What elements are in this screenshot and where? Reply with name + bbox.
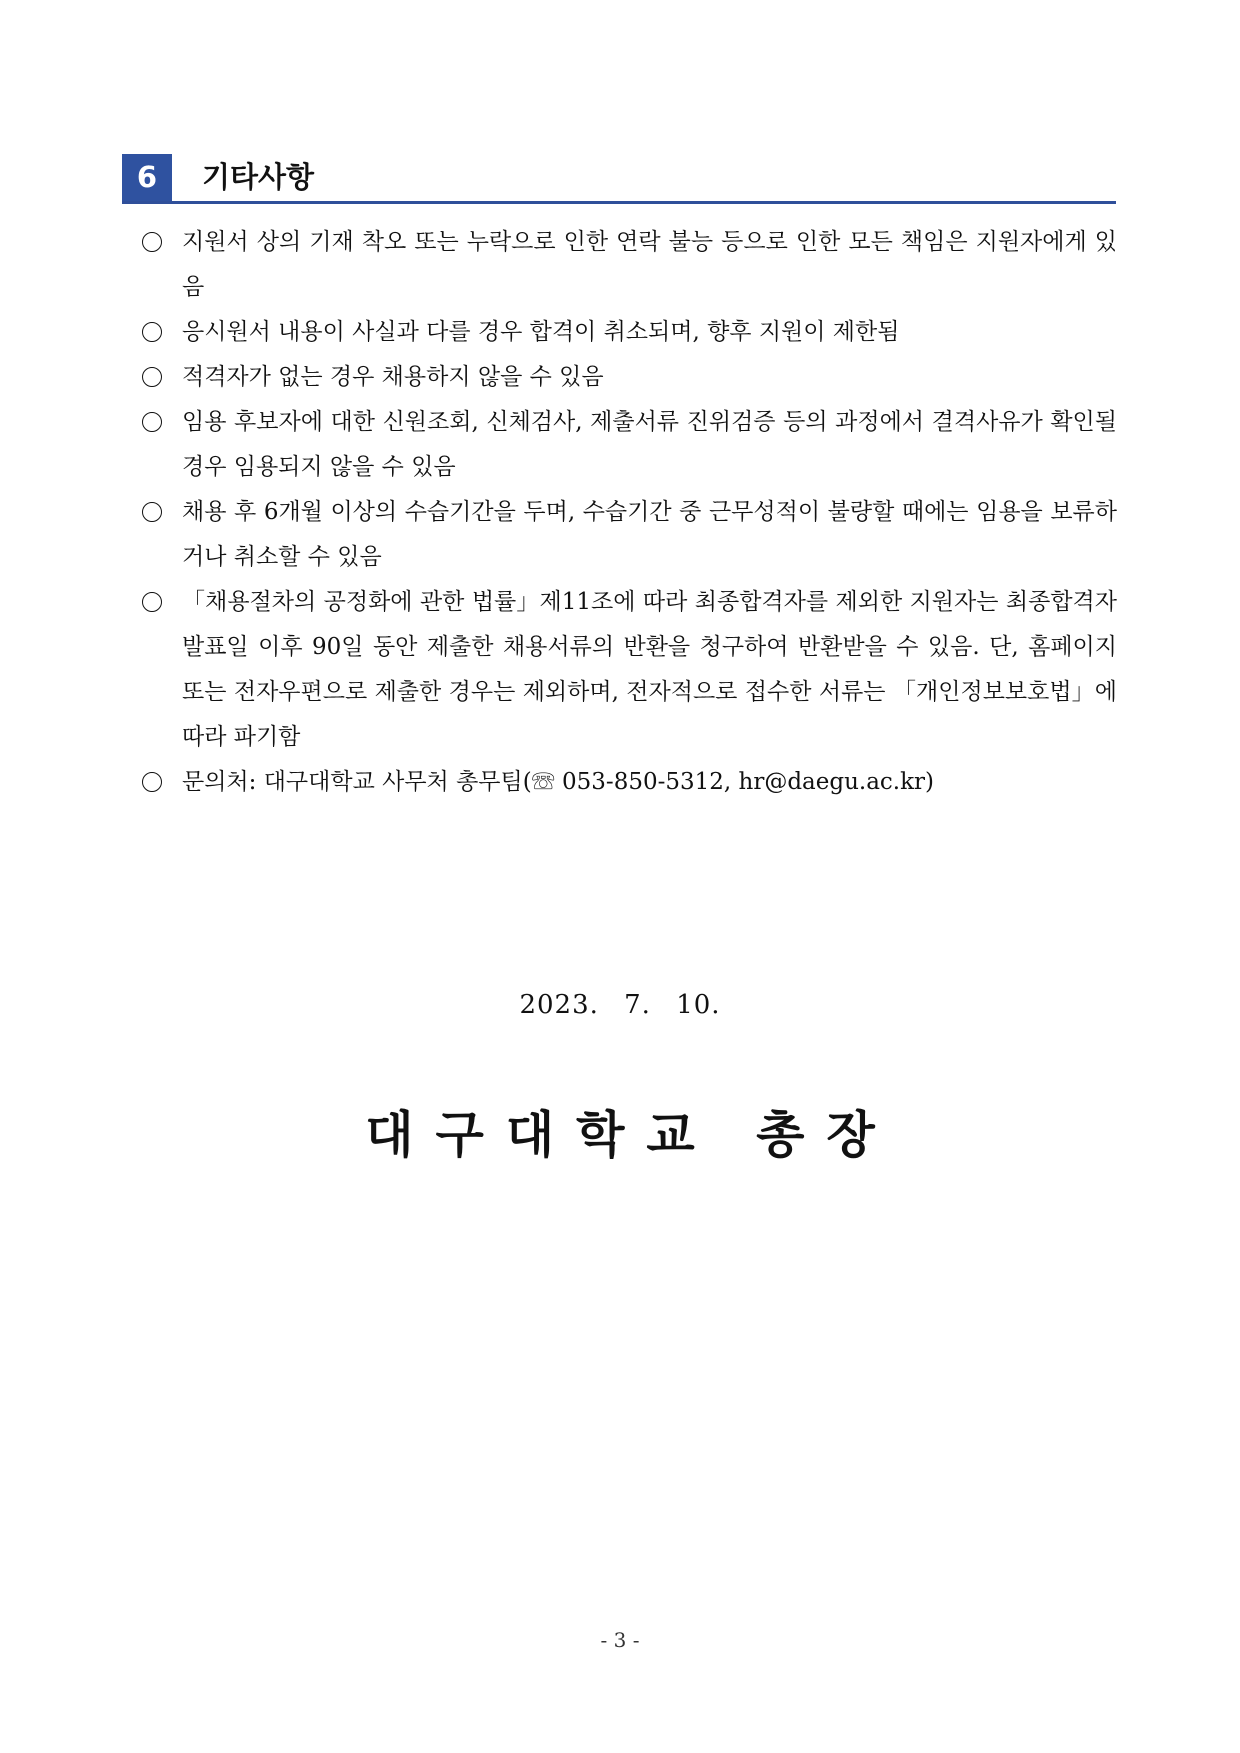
circle-bullet-icon [142, 502, 162, 522]
list-item-text: 임용 후보자에 대한 신원조회, 신체검사, 제출서류 진위검증 등의 과정에서 결격사유가 확인될 경우 임용되지 않을 수 있음 [182, 409, 1117, 480]
circle-bullet-icon [142, 367, 162, 387]
circle-bullet-icon [142, 322, 162, 342]
list-item [142, 310, 1117, 355]
list-item-text: 응시원서 내용이 사실과 다를 경우 합격이 취소되며, 향후 지원이 제한됨 [182, 319, 900, 345]
list-item-text: 적격자가 없는 경우 채용하지 않을 수 있음 [182, 364, 604, 390]
circle-bullet-icon [142, 592, 162, 612]
page-number: - 3 - [600, 1628, 640, 1652]
list-item-text: 문의처: 대구대학교 사무처 총무팀(☏ 053-850-5312, hr@daegu.ac.kr) [182, 769, 935, 795]
list-item [142, 490, 1117, 580]
document-date: 2023. 7. 10. [519, 990, 721, 1020]
list-item [142, 760, 1117, 805]
section-number-badge: 6 [122, 154, 172, 201]
notice-list [142, 220, 1117, 805]
circle-bullet-icon [142, 772, 162, 792]
list-item [142, 580, 1117, 760]
circle-bullet-icon [142, 232, 162, 252]
list-item-text: 채용 후 6개월 이상의 수습기간을 두며, 수습기간 중 근무성적이 불량할 때에는 임용을 보류하거나 취소할 수 있음 [182, 499, 1117, 570]
list-item [142, 355, 1117, 400]
section-title: 기타사항 [202, 160, 315, 194]
section-header [122, 154, 1116, 204]
list-item [142, 220, 1117, 310]
issuer-signature: 대구대학교 총장 [365, 1105, 897, 1164]
list-item-text: 「채용절차의 공정화에 관한 법률」제11조에 따라 최종합격자를 제외한 지원자는 최종합격자 발표일 이후 90일 동안 제출한 채용서류의 반환을 청구하여 반환받을 수 있음. 단, 홈페이지 또는 전자우편으로 제출한 경우는 제외하며, 전자적으로 접수한 서류는 「개인정보보호법」에 따라 파기함 [182, 589, 1117, 750]
list-item-text: 지원서 상의 기재 착오 또는 누락으로 인한 연락 불능 등으로 인한 모든 책임은 지원자에게 있음 [182, 229, 1117, 300]
circle-bullet-icon [142, 412, 162, 432]
list-item [142, 400, 1117, 490]
